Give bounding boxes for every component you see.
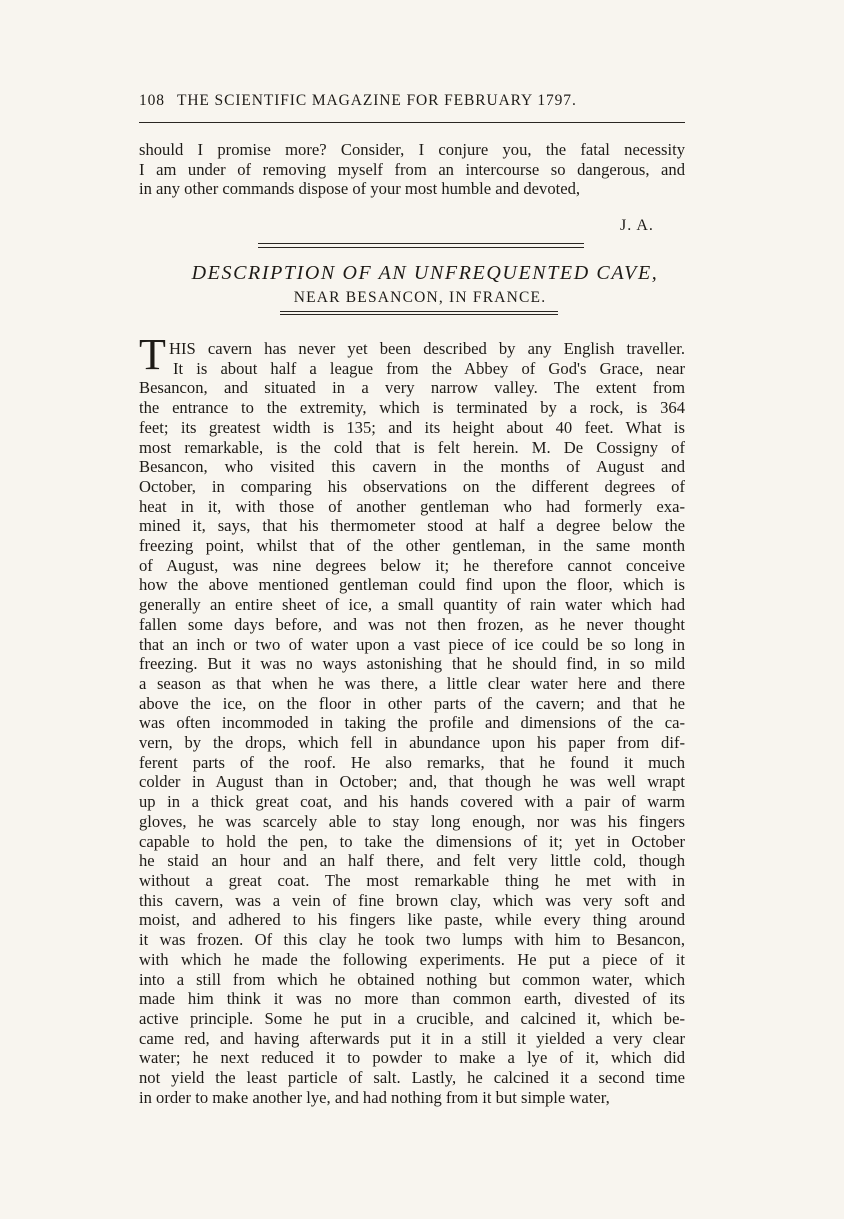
body-line: with which he made the following experiments. He put a piece of it (139, 949, 685, 969)
body-line: most remarkable, is the cold that is felt herein. M. De Cossigny of (139, 437, 685, 457)
body-line: without a great coat. The most remarkable thing he met with in (139, 870, 685, 890)
body-line: moist, and adhered to his fingers like paste, while every thing around (139, 910, 685, 930)
article-subtitle: NEAR BESANCON, IN FRANCE. (293, 289, 547, 306)
body-line: a season as that when he was there, a little clear water here and there (139, 673, 685, 693)
body-line: Besancon, who visited this cavern in the months of August and (139, 457, 685, 477)
body-line: this cavern, was a vein of fine brown clay, which was very soft and (139, 890, 685, 910)
body-line: it was frozen. Of this clay he took two lumps with him to Besancon, (139, 930, 685, 950)
body-line: made him think it was no more than common earth, divested of its (139, 989, 685, 1009)
article-title: DESCRIPTION OF AN UNFREQUENTED CAVE, (191, 262, 659, 284)
body-line: HIS cavern has never yet been described by any English traveller. (169, 339, 685, 358)
body-line: It is about half a league from the Abbey of God's Grace, near (173, 358, 685, 378)
body-line: up in a thick great coat, and his hands covered with a pair of warm (139, 792, 685, 812)
section-divider (258, 243, 584, 248)
body-line: not yield the least particle of salt. Lastly, he calcined it a second time (139, 1068, 685, 1088)
running-head (139, 92, 685, 124)
body-line: Besancon, and situated in a very narrow valley. The extent from (139, 378, 685, 398)
body-line: gloves, he was scarcely able to stay long enough, nor was his fingers (139, 811, 685, 831)
letter-signature: J. A. (620, 217, 654, 234)
body-line: was often incommoded in taking the profile and dimensions of the ca- (139, 713, 685, 733)
body-line: in order to make another lye, and had nothing from it but simple water, (139, 1087, 610, 1107)
body-line: freezing. But it was no ways astonishing that he should find, in so mild (139, 654, 685, 674)
body-line: fallen some days before, and was not then frozen, as he never thought (139, 614, 685, 634)
subtitle-rule (280, 311, 558, 315)
body-line: feet; its greatest width is 135; and its height about 40 feet. What is (139, 417, 685, 437)
running-head-rule (139, 122, 685, 123)
body-line: he staid an hour and an half there, and felt very little cold, though (139, 851, 685, 871)
body-line: mined it, says, that his thermometer stood at half a degree below the (139, 516, 685, 536)
body-line: October, in comparing his observations on the different degrees of (139, 476, 685, 496)
body-line: colder in August than in October; and, that though he was well wrapt (139, 772, 685, 792)
body-line: of August, was nine degrees below it; he therefore cannot conceive (139, 555, 685, 575)
letter-ending (139, 140, 685, 199)
body-line: that an inch or two of water upon a vast piece of ice could be so long in (139, 634, 685, 654)
running-head-title: THE SCIENTIFIC MAGAZINE FOR FEBRUARY 1797. (176, 92, 577, 109)
article-body (139, 339, 685, 1107)
page-number: 108 (139, 92, 165, 109)
body-line: above the ice, on the floor in other parts of the cavern; and that he (139, 693, 685, 713)
body-line: heat in it, with those of another gentleman who had formerly exa- (139, 496, 685, 516)
body-line: active principle. Some he put in a crucible, and calcined it, which be- (139, 1008, 685, 1028)
body-line: freezing point, whilst that of the other gentleman, in the same month (139, 536, 685, 556)
body-line: the entrance to the extremity, which is terminated by a rock, is 364 (139, 398, 685, 418)
letter-line: I am under of removing myself from an intercourse so dangerous, and (139, 159, 685, 179)
letter-line: in any other commands dispose of your most humble and devoted, (139, 179, 581, 199)
body-line: water; he next reduced it to powder to make a lye of it, which did (139, 1048, 685, 1068)
drop-cap: T (139, 330, 166, 379)
body-line: how the above mentioned gentleman could find upon the floor, which is (139, 575, 685, 595)
body-line: generally an entire sheet of ice, a small quantity of rain water which had (139, 595, 685, 615)
body-line: came red, and having afterwards put it in a still it yielded a very clear (139, 1028, 685, 1048)
letter-line: should I promise more? Consider, I conjure you, the fatal necessity (139, 140, 685, 159)
body-line: ferent parts of the roof. He also remarks, that he found it much (139, 752, 685, 772)
body-line: capable to hold the pen, to take the dimensions of it; yet in October (139, 831, 685, 851)
body-line: into a still from which he obtained nothing but common water, which (139, 969, 685, 989)
body-line: vern, by the drops, which fell in abundance upon his paper from dif- (139, 733, 685, 753)
